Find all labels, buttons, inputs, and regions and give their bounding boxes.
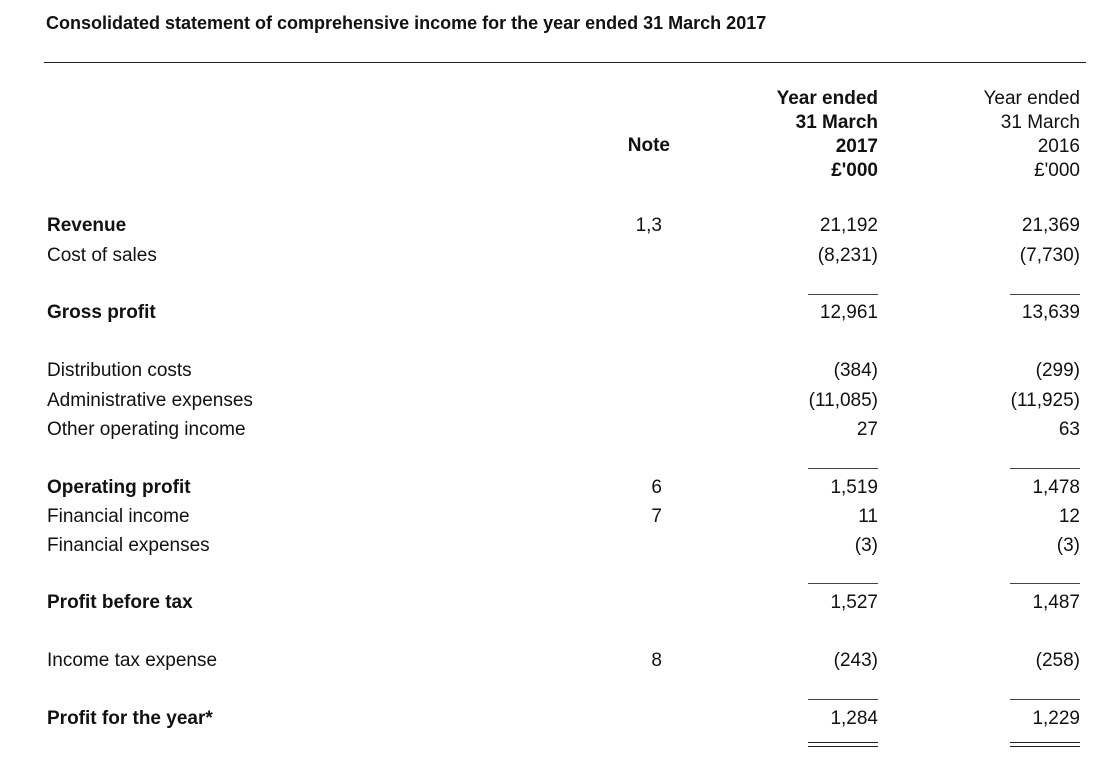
total-double-rule <box>1010 742 1080 747</box>
row-value-2016: 21,369 <box>1021 215 1080 236</box>
prior-header-line: 2016 <box>1037 136 1080 157</box>
row-value-2017: 1,527 <box>830 592 878 613</box>
row-label: Distribution costs <box>47 360 192 381</box>
subtotal-rule <box>808 294 878 295</box>
current-header-line: £'000 <box>831 160 878 181</box>
subtotal-rule <box>808 468 878 469</box>
prior-header-line: Year ended <box>983 88 1080 109</box>
page-title: Consolidated statement of comprehensive income for the year ended 31 March 2017 <box>46 13 767 33</box>
row-distribution-costs <box>0 360 1106 386</box>
row-value-2016: (3) <box>1056 535 1080 556</box>
row-note: 6 <box>651 477 662 498</box>
row-value-2017: 1,519 <box>830 477 878 498</box>
row-value-2016: 63 <box>1058 419 1080 440</box>
current-year-column-header <box>730 87 878 183</box>
total-double-rule <box>808 742 878 747</box>
prior-header-line: 31 March <box>1000 112 1080 133</box>
subtotal-rule <box>808 699 878 700</box>
row-value-2016: (258) <box>1035 650 1080 671</box>
row-label: Gross profit <box>47 302 156 323</box>
row-financial-income <box>0 506 1106 532</box>
row-value-2016: 1,478 <box>1032 477 1080 498</box>
row-income-tax-expense <box>0 650 1106 676</box>
row-revenue <box>0 215 1106 241</box>
row-value-2016: 1,229 <box>1032 708 1080 729</box>
row-cost-of-sales <box>0 245 1106 271</box>
row-value-2017: 1,284 <box>830 708 878 729</box>
row-value-2016: 1,487 <box>1032 592 1080 613</box>
subtotal-rule <box>1010 699 1080 700</box>
row-value-2017: 11 <box>858 506 878 527</box>
row-label: Financial income <box>47 506 190 527</box>
row-value-2016: (7,730) <box>1019 245 1080 266</box>
row-value-2017: (384) <box>833 360 878 381</box>
row-value-2017: 12,961 <box>819 302 878 323</box>
row-note: 7 <box>651 506 662 527</box>
row-label: Income tax expense <box>47 650 218 671</box>
row-value-2016: (299) <box>1035 360 1080 381</box>
row-value-2017: (243) <box>833 650 878 671</box>
subtotal-rule <box>1010 468 1080 469</box>
note-column-header: Note <box>627 135 670 156</box>
current-header-line: Year ended <box>776 88 878 109</box>
row-other-operating-income <box>0 419 1106 445</box>
prior-header-line: £'000 <box>1034 160 1080 181</box>
row-label: Financial expenses <box>47 535 210 556</box>
row-value-2016: 13,639 <box>1021 302 1080 323</box>
row-financial-expenses <box>0 535 1106 561</box>
row-operating-profit <box>0 477 1106 503</box>
row-value-2016: (11,925) <box>1010 390 1080 411</box>
current-header-line: 31 March <box>795 112 878 133</box>
row-value-2017: 27 <box>856 419 878 440</box>
row-label: Revenue <box>47 215 127 236</box>
row-gross-profit <box>0 302 1106 328</box>
current-header-line: 2017 <box>835 136 878 157</box>
subtotal-rule <box>1010 583 1080 584</box>
row-label: Profit before tax <box>47 592 193 613</box>
row-label: Profit for the year* <box>47 708 213 729</box>
row-profit-before-tax <box>0 592 1106 618</box>
row-label: Administrative expenses <box>47 390 253 411</box>
title-divider <box>44 62 1086 63</box>
row-value-2017: (8,231) <box>817 245 878 266</box>
row-administrative-expenses <box>0 390 1106 416</box>
prior-year-column-header <box>932 87 1080 183</box>
row-value-2017: (3) <box>854 535 878 556</box>
row-note: 8 <box>651 650 662 671</box>
row-note: 1,3 <box>635 215 662 236</box>
row-value-2017: (11,085) <box>808 390 878 411</box>
row-label: Cost of sales <box>47 245 157 266</box>
row-profit-for-the-year <box>0 708 1106 734</box>
row-label: Other operating income <box>47 419 246 440</box>
subtotal-rule <box>808 583 878 584</box>
row-value-2017: 21,192 <box>819 215 878 236</box>
row-label: Operating profit <box>47 477 191 498</box>
subtotal-rule <box>1010 294 1080 295</box>
row-value-2016: 12 <box>1058 506 1080 527</box>
